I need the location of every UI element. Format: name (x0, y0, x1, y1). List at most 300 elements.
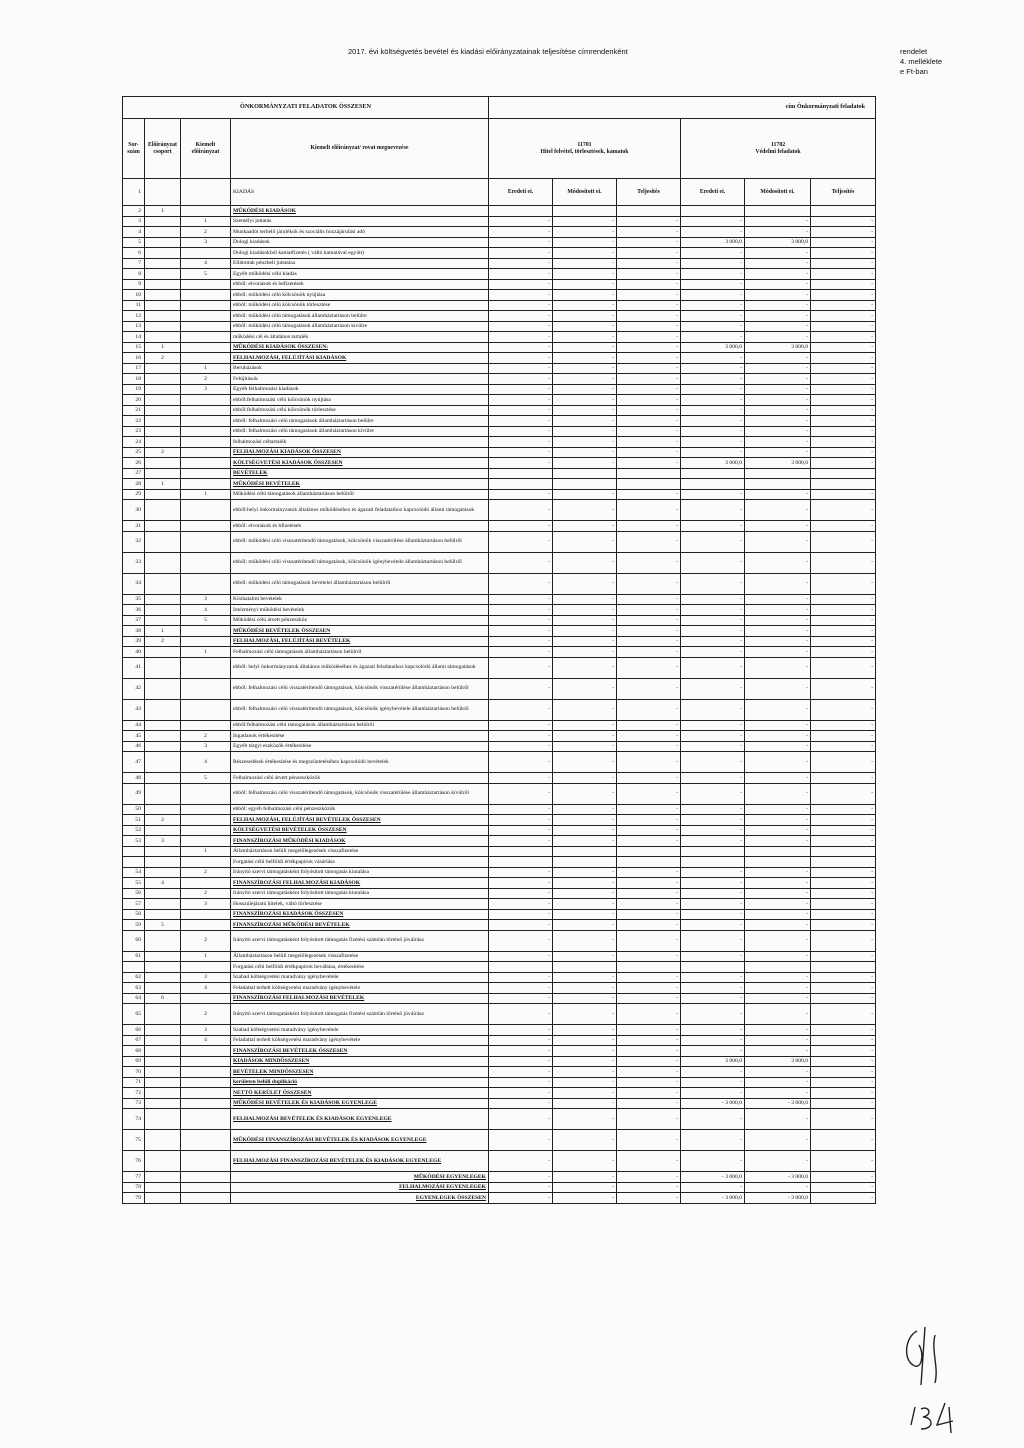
table-row (123, 1088, 876, 1099)
value-cell: - (745, 1046, 811, 1057)
group-number (145, 846, 181, 857)
row-number: 45 (123, 731, 145, 742)
value-cell: 3 000,0 (745, 342, 811, 353)
kiemelt-number: 1 (181, 363, 231, 374)
value-cell: - (811, 731, 876, 742)
kiemelt-number (181, 825, 231, 836)
value-cell: - (617, 594, 681, 605)
table-row (123, 384, 876, 395)
value-cell: - (745, 1130, 811, 1151)
value-cell (489, 846, 553, 857)
table-row (123, 269, 876, 280)
value-cell: - (745, 699, 811, 720)
value-cell: 3 000,0 (745, 237, 811, 248)
value-cell: - (489, 1151, 553, 1172)
value-cell: - (553, 615, 617, 626)
group-number (145, 300, 181, 311)
row-number: 5 (123, 237, 145, 248)
group-number (145, 500, 181, 521)
row-label: FELHALMOZÁSI FINANSZÍROZÁSI BEVÉTELEK ÉS KIADÁSOK EGYENLEGE (231, 1151, 489, 1172)
value-cell: - (811, 615, 876, 626)
value-cell: - (489, 447, 553, 458)
value-cell (617, 479, 681, 490)
value-cell: - (489, 1077, 553, 1088)
col-csoport: Előirányzat csoport (145, 119, 181, 179)
value-cell: - (745, 489, 811, 500)
value-cell: - (681, 531, 745, 552)
kiemelt-number: 3 (181, 1025, 231, 1036)
value-cell: - (617, 279, 681, 290)
row-number: 27 (123, 468, 145, 479)
value-cell: - (681, 836, 745, 847)
value-cell: - (745, 1077, 811, 1088)
value-cell: - (489, 983, 553, 994)
value-cell: - (811, 1172, 876, 1183)
group-number (145, 615, 181, 626)
table-row (123, 248, 876, 259)
row-number: 2 (123, 206, 145, 217)
value-cell: - (553, 321, 617, 332)
row-label: ebből: elvonások és bfizetések (231, 521, 489, 532)
row-label: FELHALMOZÁSI, FELÚJÍTÁSI BEVÉTELEK ÖSSZESEN (231, 815, 489, 826)
group-number (145, 605, 181, 616)
value-cell: - (811, 1046, 876, 1057)
value-cell: - (489, 888, 553, 899)
kiemelt-number: 4 (181, 258, 231, 269)
value-cell: - (489, 521, 553, 532)
kiemelt-number (181, 552, 231, 573)
group-number: 1 (145, 342, 181, 353)
value-cell: - (553, 972, 617, 983)
value-cell: - (745, 647, 811, 658)
value-cell: - (553, 311, 617, 322)
table-row (123, 699, 876, 720)
value-cell: - (811, 332, 876, 343)
kiemelt-number: 2 (181, 867, 231, 878)
row-label: Szabad költségvetési maradvány igénybevétele (231, 1025, 489, 1036)
value-cell: - (745, 279, 811, 290)
value-cell: - (617, 930, 681, 951)
kiemelt-number (181, 458, 231, 469)
value-cell: - (617, 1172, 681, 1183)
kiemelt-number (181, 437, 231, 448)
value-cell: - (489, 426, 553, 437)
value-cell: - (489, 1025, 553, 1036)
value-cell: - (553, 909, 617, 920)
value-cell (489, 479, 553, 490)
value-cell: - (489, 321, 553, 332)
table-row (123, 783, 876, 804)
kiemelt-number: 5 (181, 615, 231, 626)
value-cell: - (489, 279, 553, 290)
row-number: 13 (123, 321, 145, 332)
group-number (145, 1098, 181, 1109)
row-number: 25 (123, 447, 145, 458)
value-cell: - (553, 426, 617, 437)
value-cell: - (489, 531, 553, 552)
value-cell: - (617, 699, 681, 720)
kiemelt-number (181, 1151, 231, 1172)
kiemelt-number (181, 657, 231, 678)
value-cell: - (553, 657, 617, 678)
value-cell: - (745, 1182, 811, 1193)
value-cell: - (811, 447, 876, 458)
row-label: MŰKÖDÉSI FINANSZÍROZÁSI BEVÉTELEK ÉS KIADÁSOK EGYENLEGE (231, 1130, 489, 1151)
row-number: 6 (123, 248, 145, 259)
group-number: 6 (145, 993, 181, 1004)
value-cell: - (617, 447, 681, 458)
value-cell: - (617, 311, 681, 322)
value-cell: - (681, 1088, 745, 1099)
kiemelt-number (181, 699, 231, 720)
budget-table (122, 96, 876, 1204)
row-label: Felújítások (231, 374, 489, 385)
value-cell: - (553, 395, 617, 406)
value-cell: - (489, 699, 553, 720)
value-cell: - (811, 930, 876, 951)
kiemelt-number: 4 (181, 1035, 231, 1046)
kiemelt-number (181, 206, 231, 217)
value-cell: - (617, 909, 681, 920)
table-row (123, 437, 876, 448)
value-cell: - (553, 1098, 617, 1109)
row-label: Államháztartáson belüli megelőlegezések visszafizetése (231, 846, 489, 857)
table-row (123, 836, 876, 847)
value-cell: - (811, 290, 876, 301)
row-label: ebből: egyéb felhalmozási célú pénzeszközök (231, 804, 489, 815)
row-label: Közhatalmi bevételek (231, 594, 489, 605)
value-cell: - (811, 1151, 876, 1172)
row-label: ebből: működési célú visszatérítendő támogatások, kölcsönök visszatérülése államháztartáson belülről (231, 531, 489, 552)
value-cell: - (617, 825, 681, 836)
value-cell: - 3 000,0 (745, 1172, 811, 1183)
kiemelt-number (181, 1172, 231, 1183)
kiemelt-number (181, 909, 231, 920)
row-number: 11 (123, 300, 145, 311)
subheader-row (123, 179, 876, 206)
value-cell: - (553, 636, 617, 647)
value-cell: - (681, 605, 745, 616)
document-title: 2017. évi költségvetés bevétel és kiadási előirányzatainak teljesítése címrendenként (348, 47, 628, 56)
row-number: 51 (123, 815, 145, 826)
table-row (123, 1151, 876, 1172)
value-cell: - (489, 237, 553, 248)
row-number: 33 (123, 552, 145, 573)
row-number: 54 (123, 867, 145, 878)
row-label: FELHALMOZÁSI BEVÉTELEK ÉS KIADÁSOK EGYENLEGE (231, 1109, 489, 1130)
value-cell: - (489, 342, 553, 353)
value-cell: - (681, 909, 745, 920)
row-number: 20 (123, 395, 145, 406)
table-row (123, 825, 876, 836)
table-row (123, 353, 876, 364)
value-cell: - (681, 248, 745, 259)
row-number: 67 (123, 1035, 145, 1046)
value-cell: - (489, 836, 553, 847)
value-cell: - (811, 1056, 876, 1067)
value-cell: - (617, 815, 681, 826)
table-row (123, 647, 876, 658)
row-number: 28 (123, 479, 145, 490)
value-cell: - (553, 489, 617, 500)
col-eredeti-1: Eredeti ei. (489, 179, 553, 206)
group-11702-code: 11702 (770, 142, 786, 149)
row-number: 55 (123, 878, 145, 889)
value-cell (489, 468, 553, 479)
value-cell: - (681, 647, 745, 658)
row-number: 74 (123, 1109, 145, 1130)
value-cell: - (617, 1193, 681, 1204)
value-cell: - (681, 720, 745, 731)
group-number (145, 1193, 181, 1204)
kiemelt-number (181, 626, 231, 637)
value-cell: - (745, 993, 811, 1004)
row-label: FELHALMOZÁSI, FELÚJÍTÁSI KIADÁSOK (231, 353, 489, 364)
row-number: 64 (123, 993, 145, 1004)
value-cell: - (489, 899, 553, 910)
value-cell: - (489, 300, 553, 311)
table-row (123, 279, 876, 290)
value-cell: 3 000,0 (745, 1056, 811, 1067)
group-number: 3 (145, 836, 181, 847)
row-number: 68 (123, 1046, 145, 1057)
value-cell: - (489, 1182, 553, 1193)
kiemelt-number: 3 (181, 741, 231, 752)
value-cell: - (553, 573, 617, 594)
row-label: Működési célú támogatások államháztartáson belülről (231, 489, 489, 500)
table-row (123, 468, 876, 479)
row-label: Személyi juttatás (231, 216, 489, 227)
group-number (145, 258, 181, 269)
value-cell: - (489, 1046, 553, 1057)
row-label: Irányító szervi támogatásként folyósított támogatás fizetési számlán történő jóváírása (231, 1004, 489, 1025)
value-cell: - (489, 458, 553, 469)
value-cell: - (553, 804, 617, 815)
value-cell: - (811, 1109, 876, 1130)
group-number: 1 (145, 479, 181, 490)
group-11701 (489, 119, 681, 179)
value-cell: - (811, 951, 876, 962)
value-cell: - (681, 773, 745, 784)
group-number (145, 741, 181, 752)
value-cell: - (617, 458, 681, 469)
value-cell: - (553, 374, 617, 385)
kiemelt-number (181, 1077, 231, 1088)
group-number (145, 416, 181, 427)
table-row (123, 1067, 876, 1078)
table-row (123, 815, 876, 826)
row-number: 36 (123, 605, 145, 616)
value-cell: - (745, 290, 811, 301)
value-cell: - (681, 332, 745, 343)
value-cell: - (811, 269, 876, 280)
row-number: 10 (123, 290, 145, 301)
table-row (123, 951, 876, 962)
value-cell: - (811, 804, 876, 815)
value-cell (681, 206, 745, 217)
value-cell: - (681, 269, 745, 280)
value-cell: - (617, 290, 681, 301)
value-cell: - (681, 930, 745, 951)
value-cell: - (681, 983, 745, 994)
row-label: kerületen belüli duplikáció (231, 1077, 489, 1088)
row-number: 15 (123, 342, 145, 353)
kiemelt-number (181, 836, 231, 847)
value-cell: - (489, 332, 553, 343)
value-cell: - (617, 920, 681, 931)
row-number: 65 (123, 1004, 145, 1025)
kiemelt-number (181, 783, 231, 804)
value-cell: - (681, 489, 745, 500)
table-row (123, 332, 876, 343)
value-cell: - (681, 363, 745, 374)
table-row (123, 290, 876, 301)
value-cell (617, 468, 681, 479)
value-cell: - (489, 384, 553, 395)
group-number (145, 1151, 181, 1172)
value-cell: - (617, 804, 681, 815)
table-row (123, 500, 876, 521)
value-cell: - (489, 1172, 553, 1183)
col-teljesites-1: Teljesítés (617, 179, 681, 206)
row-label: FELHALMOZÁSI KIADÁSOK ÖSSZESEN (231, 447, 489, 458)
group-number (145, 773, 181, 784)
value-cell: - (681, 573, 745, 594)
row-number: 42 (123, 678, 145, 699)
value-cell: - (745, 615, 811, 626)
kiemelt-number (181, 479, 231, 490)
value-cell: - (553, 594, 617, 605)
table-row (123, 993, 876, 1004)
value-cell: - (745, 395, 811, 406)
value-cell: - (811, 594, 876, 605)
value-cell: - (617, 1046, 681, 1057)
value-cell (745, 846, 811, 857)
kiemelt-number (181, 993, 231, 1004)
row-label: Feladattal terhelt költségvetési maradvány igénybevétele (231, 1035, 489, 1046)
row-label: Egyéb felhalmozási kiadások (231, 384, 489, 395)
row-number: 32 (123, 531, 145, 552)
value-cell: - (811, 258, 876, 269)
value-cell: - (811, 773, 876, 784)
group-number (145, 647, 181, 658)
row-number: 4 (123, 227, 145, 238)
value-cell: - (489, 416, 553, 427)
row-label: Felhalmozási célú támogatások államháztartáson belülről (231, 647, 489, 658)
value-cell: - (745, 573, 811, 594)
value-cell: - (681, 888, 745, 899)
value-cell: - (553, 783, 617, 804)
kiemelt-number (181, 1067, 231, 1078)
table-row (123, 258, 876, 269)
table-row (123, 227, 876, 238)
value-cell: - (489, 626, 553, 637)
value-cell: - (617, 269, 681, 280)
table-row (123, 899, 876, 910)
value-cell: - (681, 279, 745, 290)
row-label: BEVÉTELEK (231, 468, 489, 479)
value-cell: - (617, 720, 681, 731)
row-label: felhalmozási céltartalék (231, 437, 489, 448)
row-number: 56 (123, 888, 145, 899)
value-cell: - (745, 363, 811, 374)
row-number: 75 (123, 1130, 145, 1151)
value-cell: - (745, 384, 811, 395)
value-cell: - (811, 311, 876, 322)
kiemelt-number (181, 321, 231, 332)
value-cell: - (553, 300, 617, 311)
row-number: 72 (123, 1088, 145, 1099)
value-cell: - (681, 815, 745, 826)
value-cell: - (489, 1004, 553, 1025)
col-eredeti-2: Eredeti ei. (681, 179, 745, 206)
value-cell: - (553, 405, 617, 416)
row-label: Dologi kiadásokból kamatfizetés ( váltó kamatával együtt) (231, 248, 489, 259)
value-cell: - (489, 489, 553, 500)
value-cell: - (553, 1046, 617, 1057)
row-label: ebből:helyi önkormányzatok általános működéséhez és ágazati feladataihoz kapcsolódó állami támogatások (231, 500, 489, 521)
value-cell: - (811, 647, 876, 658)
value-cell: - (811, 878, 876, 889)
group-number (145, 951, 181, 962)
group-number (145, 752, 181, 773)
value-cell: - (553, 731, 617, 742)
value-cell: - (617, 752, 681, 773)
value-cell: - (745, 416, 811, 427)
group-number (145, 678, 181, 699)
value-cell: - (681, 384, 745, 395)
table-row (123, 531, 876, 552)
group-number (145, 395, 181, 406)
kiemelt-number (181, 1056, 231, 1067)
group-11702 (681, 119, 876, 179)
kiemelt-number (181, 500, 231, 521)
table-row (123, 206, 876, 217)
row-number: 31 (123, 521, 145, 532)
value-cell: - (681, 258, 745, 269)
table-row (123, 489, 876, 500)
header-right (900, 47, 942, 78)
value-cell: - (745, 311, 811, 322)
table-row (123, 342, 876, 353)
value-cell: - (681, 783, 745, 804)
value-cell: - (489, 1109, 553, 1130)
handwritten-signature (895, 1325, 995, 1435)
value-cell: - (745, 783, 811, 804)
kiemelt-number: 1 (181, 216, 231, 227)
value-cell: - (617, 374, 681, 385)
row-label: MŰKÖDÉSI KIADÁSOK (231, 206, 489, 217)
value-cell: - (617, 951, 681, 962)
value-cell: 3 000,0 (681, 237, 745, 248)
value-cell: - (745, 500, 811, 521)
row-number: 63 (123, 983, 145, 994)
value-cell: - (811, 741, 876, 752)
value-cell: - (745, 1025, 811, 1036)
table-row (123, 1046, 876, 1057)
value-cell: - (745, 269, 811, 280)
value-cell: - (681, 951, 745, 962)
row-label: Irányító szervi támogatásként folyósított támogatás kiutalása (231, 888, 489, 899)
value-cell: - (811, 248, 876, 259)
row-number: 40 (123, 647, 145, 658)
value-cell: - (681, 1067, 745, 1078)
value-cell: - (553, 290, 617, 301)
value-cell: - (745, 1004, 811, 1025)
value-cell: - (489, 783, 553, 804)
value-cell: - (489, 930, 553, 951)
value-cell: - (489, 615, 553, 626)
